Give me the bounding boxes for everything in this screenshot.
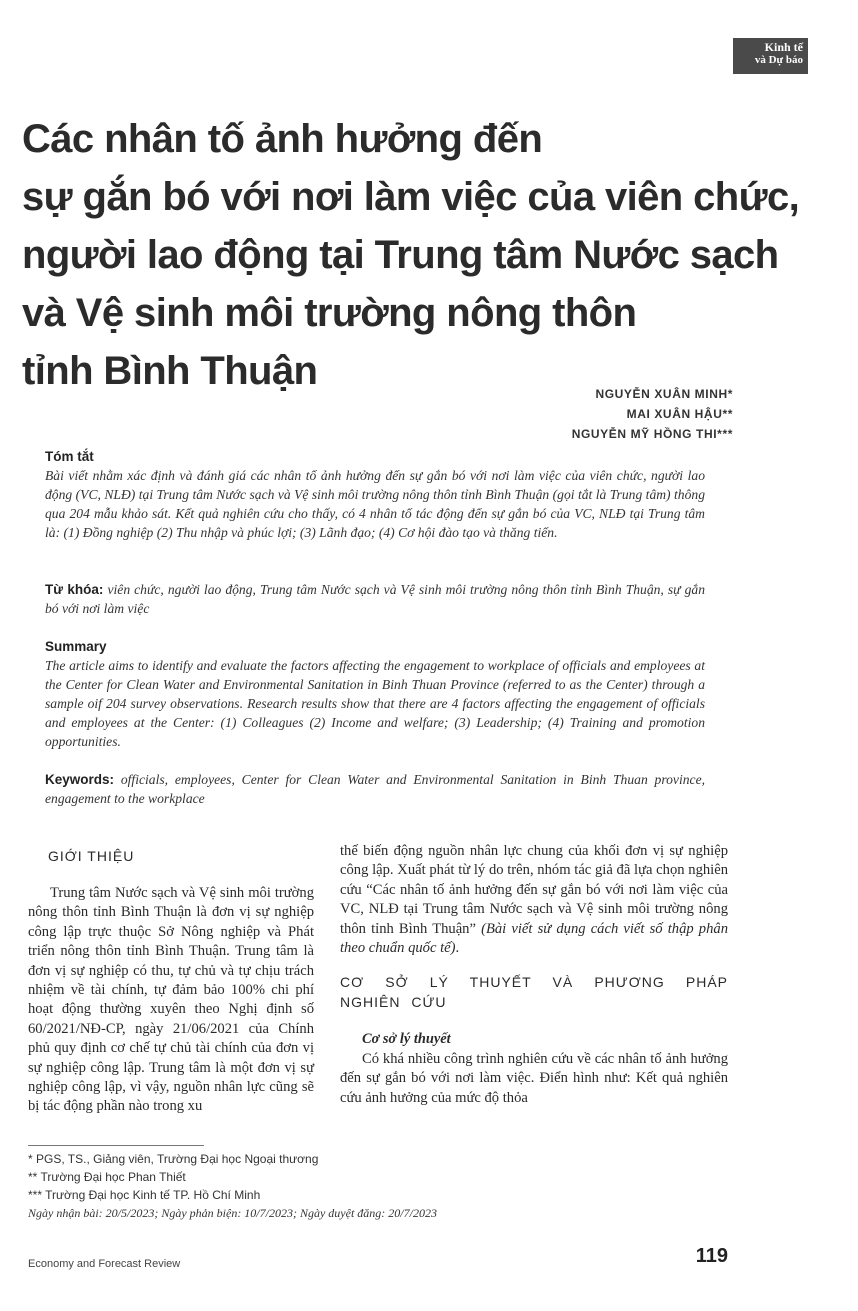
footnote: ** Trường Đại học Phan Thiết: [28, 1170, 186, 1184]
title-line: và Vệ sinh môi trường nông thôn: [22, 291, 637, 335]
footnote-divider: [28, 1145, 204, 1146]
section-heading-intro: GIỚI THIỆU: [48, 848, 135, 864]
abstract-vietnamese: [45, 448, 705, 542]
footnote: *** Trường Đại học Kinh tế TP. Hồ Chí Minh: [28, 1188, 261, 1202]
submission-dates: Ngày nhận bài: 20/5/2023; Ngày phản biện: 10/7/2023; Ngày duyệt đăng: 20/7/2023: [28, 1206, 437, 1220]
title-line: sự gắn bó với nơi làm việc của viên chức,: [22, 175, 800, 219]
title-line: Các nhân tố ảnh hưởng đến: [22, 117, 543, 161]
theory-paragraph: Có khá nhiều công trình nghiên cứu về các nhân tố ảnh hưởng đến sự gắn bó với nơi làm việc. Điển hình như: Kết quả nghiên cứu ảnh hưởng của mức độ thỏa: [340, 1050, 728, 1106]
section-heading-theory: CƠ SỞ LÝ THUYẾT VÀ PHƯƠNG PHÁP NGHIÊN CỨU: [340, 974, 728, 1011]
footnotes: [28, 1150, 588, 1222]
abstract-english: [45, 638, 705, 751]
intro-paragraph-continued: [340, 842, 728, 958]
article-title: [22, 110, 800, 400]
logo-line1: Kinh tế: [764, 40, 803, 54]
abstract-vi-text: Bài viết nhằm xác định và đánh giá các nhân tố ảnh hưởng đến sự gắn bó với nơi làm việc của viên chức, người lao động (VC, NLĐ) tại Trung tâm Nước sạch và Vệ sinh môi trường nông thôn tỉnh Bình Thuận (gọi tắt là Trung tâm) thông qua 204 mẫu khảo sát. Kết quả nghiên cứu cho thấy, có 4 nhân tố tác động đến sự gắn bó của VC, NLĐ tại Trung tâm là: (1) Đồng nghiệp (2) Thu nhập và phúc lợi; (3) Lãnh đạo; (4) Cơ hội đào tạo và thăng tiến.: [45, 468, 705, 540]
keywords-en-label: Keywords:: [45, 772, 115, 787]
intro-continued-end: .: [455, 940, 460, 957]
intro-continued-text: thế biến động nguồn nhân lực chung của khối đơn vị sự nghiệp công lập. Xuất phát từ lý do trên, nhóm tác giả đã lựa chọn nghiên cứu “Các nhân tố ảnh hưởng đến sự gắn bó với nơi làm việc của VC, NLĐ tại Trung tâm Nước sạch và Vệ sinh môi trường nông thôn tỉnh Bình Thuận”: [340, 843, 728, 937]
decimal-note: (Bài viết sử dụng cách viết số thập phân theo chuẩn quốc tế): [340, 920, 728, 957]
logo-line2: và Dự báo: [754, 54, 803, 66]
title-line: tỉnh Bình Thuận: [22, 349, 318, 393]
author-name: NGUYỄN MỸ HỒNG THI***: [571, 427, 733, 441]
keywords-english: [45, 770, 705, 808]
subsection-heading: Cơ sở lý thuyết: [362, 1031, 451, 1048]
author-name: MAI XUÂN HẬU**: [626, 407, 733, 421]
keywords-vi-label: Từ khóa:: [45, 582, 104, 597]
page-number: 119: [695, 1245, 728, 1267]
title-line: người lao động tại Trung tâm Nước sạch: [22, 233, 779, 277]
abstract-en-text: The article aims to identify and evaluate the factors affecting the engagement to workplace of officials and employees at the Center for Clean Water and Environmental Sanitation in Binh Thuan Province (referred to as the Center) through a sample oif 204 survey observations. Research results show that there are 4 factors affecting the engagement of officials and employees at the Center: (1) Colleagues (2) Income and welfare; (3) Leadership; (4) Training and promotion opportunities.: [45, 658, 705, 749]
intro-paragraph: Trung tâm Nước sạch và Vệ sinh môi trường nông thôn tỉnh Bình Thuận là đơn vị sự nghiệp công lập trực thuộc Sở Nông nghiệp và Phát triển nông thôn tỉnh Bình Thuận. Trung tâm là đơn vị sự nghiệp có thu, tự chủ và tự chịu trách nhiệm về tài chính, tự đảm bảo 100% chi phí hoạt động thường xuyên theo Nghị định số 60/2021/NĐ-CP, ngày 21/06/2021 của Chính phủ quy định cơ chế tự chủ tài chính của đơn vị sự nghiệp công lập. Trung tâm là một đơn vị sự nghiệp công lập, vì vậy, nguồn nhân lực cũng sẽ bị tác động phần nào trong xu: [28, 885, 314, 1115]
footnote: * PGS, TS., Giảng viên, Trường Đại học Ngoại thương: [28, 1152, 319, 1166]
journal-logo: [733, 38, 808, 74]
abstract-vi-heading: Tóm tắt: [45, 449, 94, 464]
author-name: NGUYỄN XUÂN MINH*: [595, 387, 733, 401]
abstract-en-heading: Summary: [45, 639, 107, 654]
keywords-vietnamese: [45, 580, 705, 618]
keywords-en-text: officials, employees, Center for Clean Water and Environmental Sanitation in Binh Thuan province, engagement to the workplace: [45, 772, 706, 806]
right-column: [340, 842, 728, 1108]
left-column: [28, 846, 314, 1117]
keywords-vi-text: viên chức, người lao động, Trung tâm Nước sạch và Vệ sinh môi trường nông thôn tỉnh Bình Thuận, sự gắn bó với nơi làm việc: [45, 582, 705, 616]
author-list: [572, 384, 733, 444]
journal-name: Economy and Forecast Review: [28, 1258, 181, 1270]
